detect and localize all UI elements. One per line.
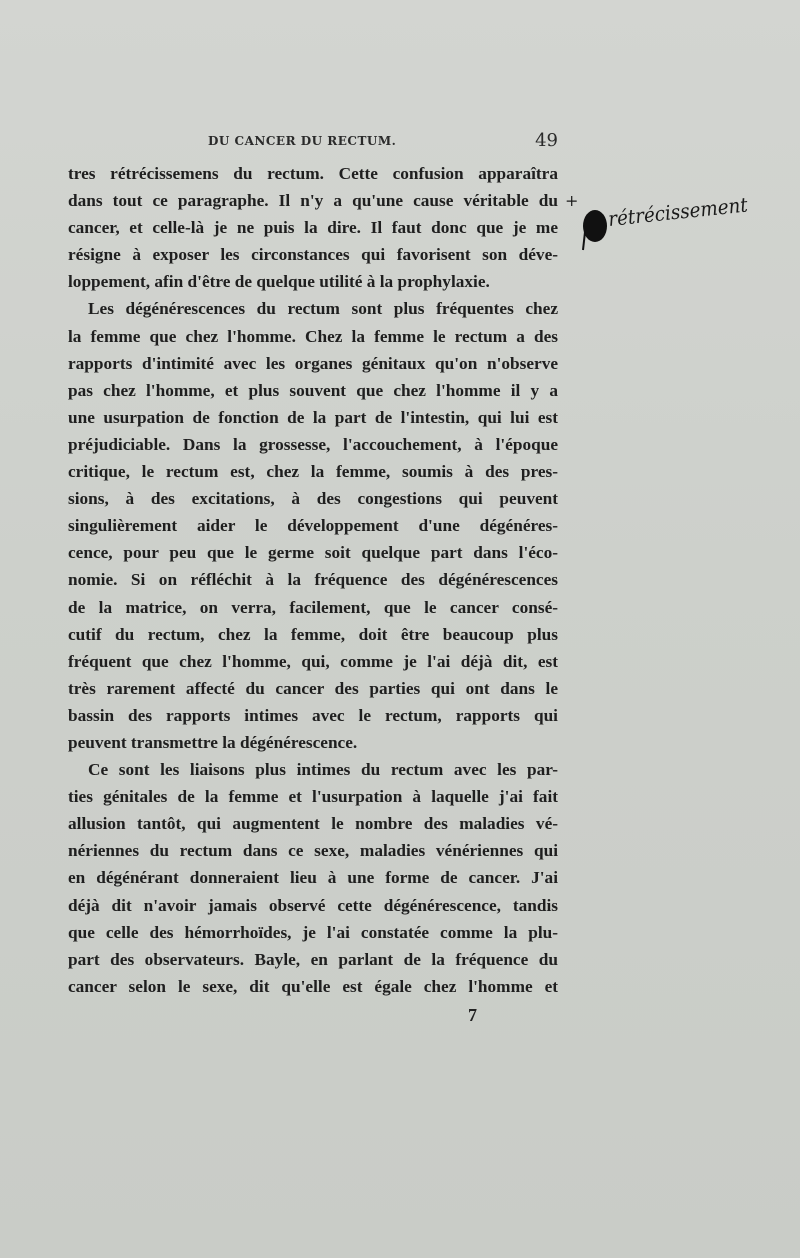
margin-handwritten-word: rétrécissement [607, 191, 762, 231]
text-line: tres rétrécissemens du rectum. Cette confusion apparaîtra [68, 164, 558, 183]
text-line: ties génitales de la femme et l'usurpation à laquelle j'ai fait [68, 787, 558, 807]
page-header [68, 128, 558, 154]
text-line: cutif du rectum, chez la femme, doit être beaucoup plus [68, 624, 558, 644]
text-line: très rarement affecté du cancer des parties qui ont dans le [68, 678, 558, 698]
text-line: préjudiciable. Dans la grossesse, l'accouchement, à l'époque [68, 434, 558, 454]
text-line: fréquent que chez l'homme, qui, comme je l'ai déjà dit, est [68, 651, 558, 671]
text-line: nomie. Si on réfléchit à la fréquence des dégénérescences [68, 570, 558, 590]
text-line: nériennes du rectum dans ce sexe, maladies vénériennes qui [68, 841, 558, 861]
text-line: singulièrement aider le développement d'une dégénéres- [68, 516, 558, 536]
signature-mark: 7 [468, 1005, 477, 1025]
text-line: loppement, afin d'être de quelque utilité à la prophylaxie. [68, 272, 490, 292]
text-line: de la matrice, on verra, facilement, que le cancer consé- [68, 597, 558, 617]
text-line: cancer selon le sexe, dit qu'elle est égale chez l'homme et [68, 976, 558, 996]
text-line: résigne à exposer les circonstances qui favorisent son déve- [68, 245, 558, 265]
text-line: la femme que chez l'homme. Chez la femme le rectum a des [68, 326, 558, 346]
margin-plus-sign: + [565, 191, 579, 210]
text-line: peuvent transmettre la dégénérescence. [68, 732, 358, 752]
text-line: en dégénérant donneraient lieu à une forme de cancer. J'ai [68, 868, 558, 888]
text-line: Ce sont les liaisons plus intimes du rectum avec les par- [88, 760, 558, 780]
text-line: une usurpation de fonction de la part de l'intestin, qui lui est [68, 407, 558, 427]
margin-note-drawing [565, 188, 765, 258]
body-text [68, 160, 558, 1000]
text-line: sions, à des excitations, à des congestions qui peuvent [68, 489, 558, 509]
text-line: cancer, et celle-là je ne puis la dire. Il faut donc que je me [68, 218, 558, 238]
text-line: que celle des hémorrhoïdes, je l'ai constatée comme la plu- [68, 922, 558, 942]
text-line: dans tout ce paragraphe. Il n'y a qu'une cause véritable du [68, 191, 558, 211]
text-line: cence, pour peu que le germe soit quelque part dans l'éco- [68, 543, 558, 563]
text-line: rapports d'intimité avec les organes génitaux qu'on n'observe [68, 353, 558, 373]
text-line: pas chez l'homme, et plus souvent que chez l'homme il y a [68, 380, 558, 400]
text-line: Les dégénérescences du rectum sont plus fréquentes chez [88, 299, 558, 319]
text-line: déjà dit n'avoir jamais observé cette dégénérescence, tandis [68, 895, 558, 915]
page-number: 49 [535, 130, 558, 151]
running-head: DU CANCER DU RECTUM. [208, 134, 397, 148]
handwritten-margin-note [565, 188, 765, 258]
text-line: part des observateurs. Bayle, en parlant de la fréquence du [68, 949, 558, 969]
text-line: critique, le rectum est, chez la femme, soumis à des pres- [68, 462, 558, 482]
ink-blot [583, 210, 607, 242]
text-line: bassin des rapports intimes avec le rectum, rapports qui [68, 705, 558, 725]
text-line: allusion tantôt, qui augmentent le nombre des maladies vé- [68, 814, 558, 834]
ink-stroke [583, 232, 585, 250]
